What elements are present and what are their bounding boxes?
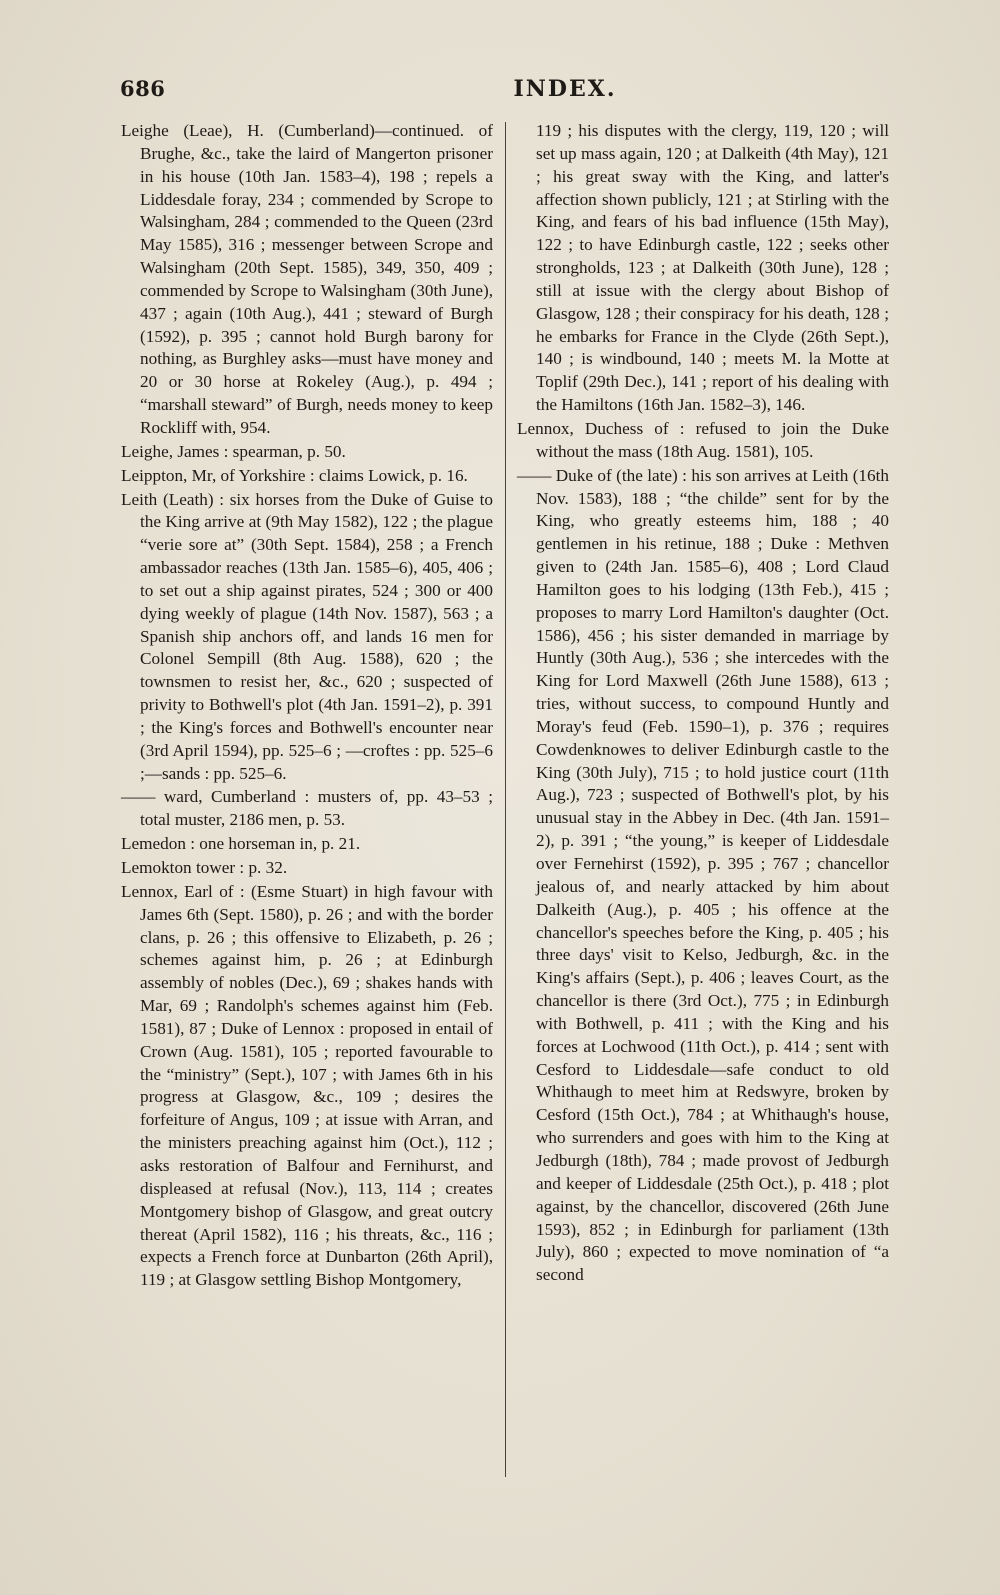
right-column (517, 120, 889, 1288)
index-entry: —— Duke of (the late) : his son arrives at Leith (16th Nov. 1583), 188 ; “the childe” sent for by the King, who greatly esteems him, 188 ; 40 gentlemen in his retinue, 188 ; Duke : Methven given to (24th Jan. 1585–6), 408 ; Lord Claud Hamilton goes to his lodging (13th Feb.), 415 ; proposes to marry Lord Hamilton's daughter (Oct. 1586), 456 ; his sister demanded in marriage by Huntly (30th Aug.), 536 ; she intercedes with the King for Lord Maxwell (26th June 1588), 613 ; tries, without success, to compound Huntly and Moray's feud (Feb. 1590–1), p. 376 ; requires Cowdenknowes to deliver Edinburgh castle to the King (30th July), 715 ; to hold justice court (11th Aug.), 723 ; suspected of Bothwell's plot, by his unusual stay in the Abbey in Dec. (4th Jan. 1591–2), p. 391 ; “the young,” is keeper of Liddesdale over Fernehirst (1592), p. 395 ; 767 ; chancellor jealous of, and nearly attacked by him about Dalkeith (Aug.), p. 405 ; his offence at the chancellor's speeches before the King, p. 405 ; his three days' visit to Kelso, Jedburgh, &c. in the King's affairs (Sept.), p. 406 ; leaves Court, as the chancellor is there (3rd Oct.), 775 ; in Edinburgh with Bothwell, p. 411 ; with the King and his forces at Lochwood (11th Oct.), p. 414 ; sent with Cesford to Liddesdale—safe conduct to old Whithaugh to meet him at Redswyre, broken by Cesford (15th Oct.), 784 ; at Whithaugh's house, who surrenders and goes with him to the King at Jedburgh (18th), 784 ; made provost of Jedburgh and keeper of Liddesdale (25th Oct.), p. 418 ; plot against, by the chancellor, discovered (26th June 1593), 852 ; in Edinburgh for parliament (13th July), 860 ; expected to move nomination of “a second (517, 465, 889, 1285)
index-entry: Lennox, Duchess of : refused to join the Duke without the mass (18th Aug. 1581), 105. (517, 418, 889, 461)
running-head: INDEX. (513, 76, 617, 102)
page-header (120, 76, 920, 106)
index-entry: Leippton, Mr, of Yorkshire : claims Lowick, p. 16. (121, 465, 468, 485)
left-column (121, 120, 493, 1293)
index-entry: Lemokton tower : p. 32. (121, 858, 288, 877)
column-divider (505, 122, 506, 1477)
page-number: 686 (120, 76, 166, 101)
index-entry: Lennox, Earl of : (Esme Stuart) in high favour with James 6th (Sept. 1580), p. 26 ; and with the border clans, p. 26 ; this offensive to Elizabeth, p. 26 ; schemes against him, p. 26 ; at Edinburgh assembly of nobles (Dec.), 69 ; shakes hands with Mar, 69 ; Randolph's schemes against him (Feb. 1581), 87 ; Duke of Lennox : proposed in entail of Crown (Aug. 1581), 105 ; reported favourable to the “ministry” (Sept.), 107 ; with James 6th in his progress at Glasgow, &c., 109 ; desires the forfeiture of Angus, 109 ; at issue with Arran, and the ministers preaching against him (Oct.), 112 ; asks restoration of Balfour and Fernihurst, and displeased at refusal (Nov.), 113, 114 ; creates Montgomery bishop of Glasgow, and great outcry thereat (April 1582), 116 ; his threats, &c., 116 ; expects a French force at Dunbarton (26th April), 119 ; at Glasgow settling Bishop Montgomery, (121, 881, 493, 1290)
index-entry: Leith (Leath) : six horses from the Duke of Guise to the King arrive at (9th May 1582), 122 ; the plague “verie sore at” (30th Sept. 1584), 258 ; a French ambassador reaches (13th Jan. 1585–6), 405, 406 ; to set out a ship against pirates, 524 ; 300 or 400 dying weekly of plague (14th Nov. 1587), 563 ; a Spanish ship anchors off, and lands 16 men for Colonel Sempill (8th Aug. 1588), 620 ; the townsmen to resist her, &c., 620 ; suspected of privity to Bothwell's plot (4th Jan. 1591–2), p. 391 ; the King's forces and Bothwell's encounter near (3rd April 1594), pp. 525–6 ; —croftes : pp. 525–6 ;—sands : pp. 525–6. (121, 489, 493, 783)
index-entry: Lemedon : one horseman in, p. 21. (121, 834, 361, 854)
index-entry: Leighe, James : spearman, p. 50. (121, 441, 346, 461)
index-entry-continuation: 119 ; his disputes with the clergy, 119, 120 ; will set up mass again, 120 ; at Dalkeith (4th May), 121 ; his great sway with the King, and latter's affection shown publicly, 121 ; at Stirling with the King, and fears of his bad influence (15th May), 122 ; to have Edinburgh castle, 122 ; seeks other strongholds, 123 ; at Dalkeith (30th June), 128 ; still at issue with the clergy about Bishop of Glasgow, 128 ; their conspiracy for his death, 128 ; he embarks for France in the Clyde (26th Sept.), 140 ; is windbound, 140 ; meets M. la Motte at Toplif (29th Dec.), 141 ; report of his dealing with the Hamiltons (16th Jan. 1582–3), 146. (536, 121, 889, 415)
index-entry: Leighe (Leae), H. (Cumberland)—continued. of Brughe, &c., take the laird of Mangerton prisoner in his house (10th Jan. 1583–4), 198 ; repels a Liddesdale foray, 234 ; commended by Scrope to Walsingham, 284 ; commended to the Queen (23rd May 1585), 316 ; messenger between Scrope and Walsingham (20th Sept. 1585), 349, 350, 409 ; commended by Scrope to Walsingham (30th June), 437 ; again (10th Aug.), 441 ; steward of Burgh (1592), p. 395 ; cannot hold Burgh barony for nothing, as Burghley asks—must have money and 20 or 30 horse at Rokeley (Aug.), p. 494 ; “marshall steward” of Burgh, needs money to keep Rockliff with, 954. (121, 121, 493, 437)
index-entry: —— ward, Cumberland : musters of, pp. 43–53 ; total muster, 2186 men, p. 53. (121, 787, 493, 830)
